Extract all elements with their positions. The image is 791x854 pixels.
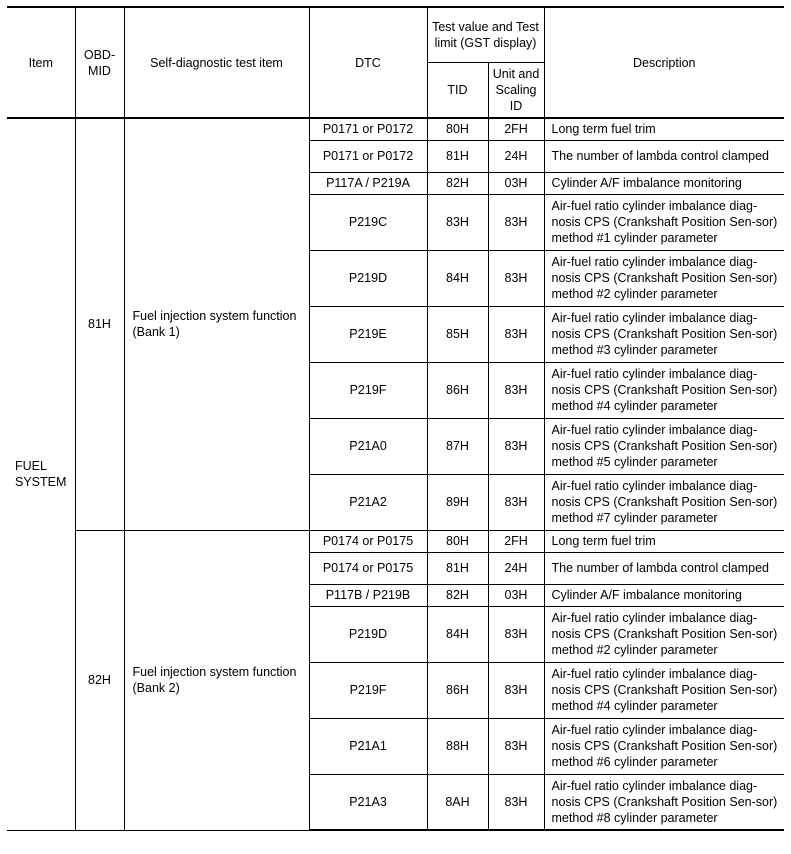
- description-cell: Air-fuel ratio cylinder imbalance diag-nosis CPS (Crankshaft Position Sen-sor) method #6 cylinder parameter: [544, 718, 784, 774]
- tid-cell: 81H: [427, 552, 488, 584]
- unit-scaling-id-cell: 03H: [488, 584, 544, 606]
- unit-scaling-id-cell: 24H: [488, 552, 544, 584]
- unit-scaling-id-cell: 83H: [488, 418, 544, 474]
- description-cell: Air-fuel ratio cylinder imbalance diag-nosis CPS (Crankshaft Position Sen-sor) method #4 cylinder parameter: [544, 362, 784, 418]
- unit-scaling-id-cell: 83H: [488, 306, 544, 362]
- description-cell: The number of lambda control clamped: [544, 140, 784, 172]
- description-cell: Air-fuel ratio cylinder imbalance diag-nosis CPS (Crankshaft Position Sen-sor) method #7 cylinder parameter: [544, 474, 784, 530]
- dtc-cell: P21A2: [309, 474, 427, 530]
- dtc-cell: P21A1: [309, 718, 427, 774]
- unit-scaling-id-cell: 83H: [488, 250, 544, 306]
- dtc-cell: P219D: [309, 250, 427, 306]
- dtc-cell: P117B / P219B: [309, 584, 427, 606]
- unit-scaling-id-cell: 83H: [488, 718, 544, 774]
- description-cell: Long term fuel trim: [544, 118, 784, 140]
- header-tid: TID: [427, 62, 488, 118]
- table-body: [7, 118, 784, 830]
- description-cell: Cylinder A/F imbalance monitoring: [544, 172, 784, 194]
- tid-cell: 84H: [427, 606, 488, 662]
- description-cell: Air-fuel ratio cylinder imbalance diag-nosis CPS (Crankshaft Position Sen-sor) method #2 cylinder parameter: [544, 250, 784, 306]
- header-unit-scaling-id: Unit and Scaling ID: [488, 62, 544, 118]
- tid-cell: 86H: [427, 662, 488, 718]
- self-diagnostic-test-item-cell: Fuel injection system function (Bank 2): [124, 530, 309, 830]
- dtc-cell: P21A3: [309, 774, 427, 830]
- unit-scaling-id-cell: 83H: [488, 474, 544, 530]
- tid-cell: 89H: [427, 474, 488, 530]
- unit-scaling-id-cell: 83H: [488, 774, 544, 830]
- obd-mid-cell: 82H: [75, 530, 124, 830]
- dtc-cell: P0171 or P0172: [309, 118, 427, 140]
- header-item: Item: [7, 7, 75, 118]
- table-row: [7, 118, 784, 140]
- unit-scaling-id-cell: 83H: [488, 194, 544, 250]
- dtc-cell: P219E: [309, 306, 427, 362]
- header-dtc: DTC: [309, 7, 427, 118]
- description-cell: Air-fuel ratio cylinder imbalance diag-nosis CPS (Crankshaft Position Sen-sor) method #2 cylinder parameter: [544, 606, 784, 662]
- unit-scaling-id-cell: 24H: [488, 140, 544, 172]
- description-cell: Air-fuel ratio cylinder imbalance diag-nosis CPS (Crankshaft Position Sen-sor) method #4 cylinder parameter: [544, 662, 784, 718]
- description-cell: Air-fuel ratio cylinder imbalance diag-nosis CPS (Crankshaft Position Sen-sor) method #3 cylinder parameter: [544, 306, 784, 362]
- dtc-cell: P219F: [309, 362, 427, 418]
- item-cell: FUEL SYSTEM: [7, 118, 75, 830]
- tid-cell: 8AH: [427, 774, 488, 830]
- dtc-cell: P0174 or P0175: [309, 552, 427, 584]
- tid-cell: 87H: [427, 418, 488, 474]
- unit-scaling-id-cell: 83H: [488, 362, 544, 418]
- tid-cell: 88H: [427, 718, 488, 774]
- header-self-diagnostic-test-item: Self-diagnostic test item: [124, 7, 309, 118]
- description-cell: Cylinder A/F imbalance monitoring: [544, 584, 784, 606]
- tid-cell: 85H: [427, 306, 488, 362]
- unit-scaling-id-cell: 83H: [488, 606, 544, 662]
- unit-scaling-id-cell: 83H: [488, 662, 544, 718]
- self-diagnostic-test-item-cell: Fuel injection system function (Bank 1): [124, 118, 309, 530]
- tid-cell: 86H: [427, 362, 488, 418]
- description-cell: Air-fuel ratio cylinder imbalance diag-nosis CPS (Crankshaft Position Sen-sor) method #1 cylinder parameter: [544, 194, 784, 250]
- tid-cell: 82H: [427, 172, 488, 194]
- description-cell: The number of lambda control clamped: [544, 552, 784, 584]
- dtc-cell: P21A0: [309, 418, 427, 474]
- unit-scaling-id-cell: 2FH: [488, 118, 544, 140]
- dtc-cell: P0171 or P0172: [309, 140, 427, 172]
- obd-test-table: [7, 6, 784, 831]
- obd-mid-cell: 81H: [75, 118, 124, 530]
- dtc-cell: P219D: [309, 606, 427, 662]
- dtc-cell: P219C: [309, 194, 427, 250]
- description-cell: Air-fuel ratio cylinder imbalance diag-nosis CPS (Crankshaft Position Sen-sor) method #8 cylinder parameter: [544, 774, 784, 830]
- tid-cell: 83H: [427, 194, 488, 250]
- dtc-cell: P0174 or P0175: [309, 530, 427, 552]
- header-description: Description: [544, 7, 784, 118]
- unit-scaling-id-cell: 2FH: [488, 530, 544, 552]
- description-cell: Air-fuel ratio cylinder imbalance diag-nosis CPS (Crankshaft Position Sen-sor) method #5 cylinder parameter: [544, 418, 784, 474]
- dtc-cell: P117A / P219A: [309, 172, 427, 194]
- dtc-cell: P219F: [309, 662, 427, 718]
- table-row: [7, 530, 784, 552]
- tid-cell: 80H: [427, 118, 488, 140]
- header-obd-mid: OBD-MID: [75, 7, 124, 118]
- tid-cell: 84H: [427, 250, 488, 306]
- tid-cell: 82H: [427, 584, 488, 606]
- unit-scaling-id-cell: 03H: [488, 172, 544, 194]
- description-cell: Long term fuel trim: [544, 530, 784, 552]
- tid-cell: 81H: [427, 140, 488, 172]
- tid-cell: 80H: [427, 530, 488, 552]
- header-test-value: Test value and Test limit (GST display): [427, 7, 544, 62]
